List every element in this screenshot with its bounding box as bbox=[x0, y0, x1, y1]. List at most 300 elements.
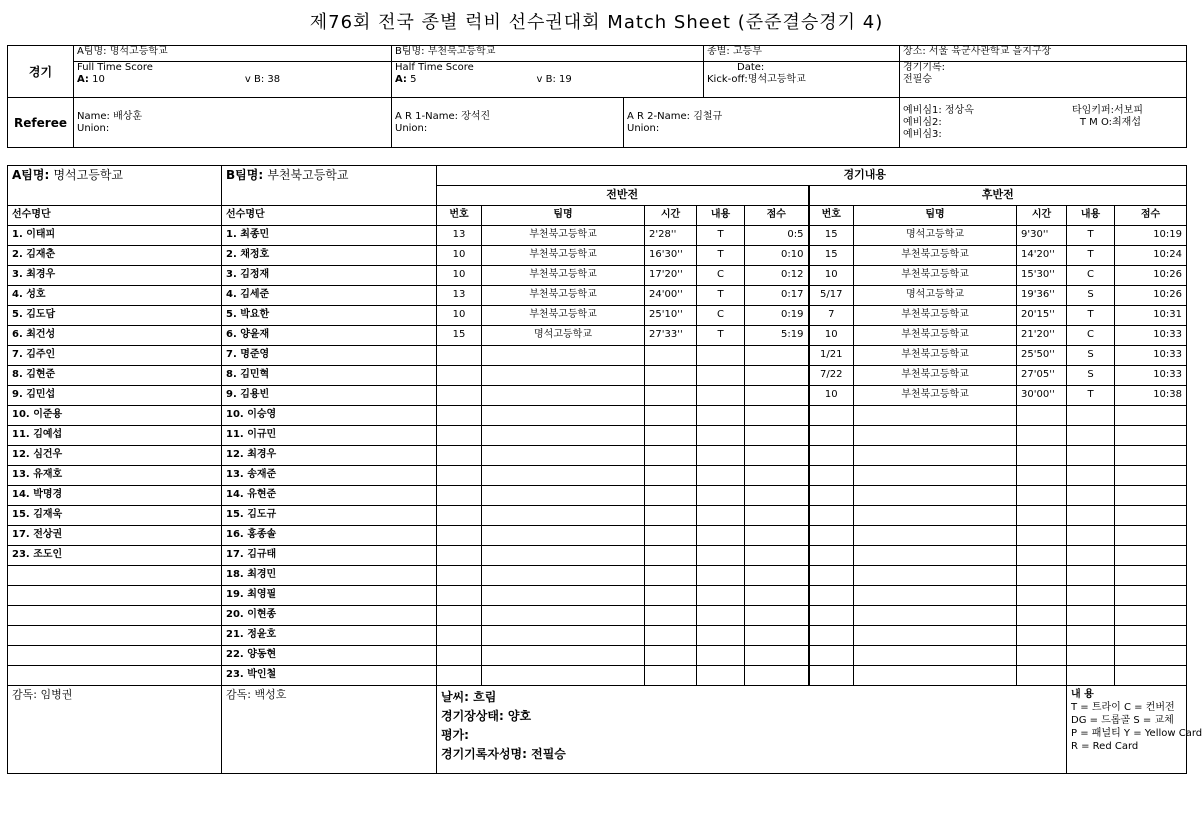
score-cell: 13 bbox=[437, 226, 482, 246]
score-cell bbox=[1067, 446, 1115, 466]
score-cell: 10 bbox=[437, 246, 482, 266]
score-cell: 13 bbox=[437, 286, 482, 306]
second-half-header: 후반전 bbox=[809, 186, 1187, 206]
score-cell bbox=[809, 546, 854, 566]
score-cell: 25'10'' bbox=[645, 306, 697, 326]
score-cell bbox=[437, 546, 482, 566]
ar1-field: A R 1-Name: 장석진 Union: bbox=[392, 98, 624, 148]
score-cell bbox=[854, 606, 1017, 626]
score-cell: 부천북고등학교 bbox=[482, 266, 645, 286]
score-cell bbox=[745, 646, 809, 666]
halftime-score: Half Time Score A: 5 v B: 19 bbox=[392, 62, 704, 98]
column-header: 시간 bbox=[645, 206, 697, 226]
score-cell bbox=[1067, 586, 1115, 606]
score-cell: 21'20'' bbox=[1017, 326, 1067, 346]
score-cell: T bbox=[697, 326, 745, 346]
team-b-player: 2. 채정호 bbox=[222, 246, 437, 266]
table-row bbox=[8, 266, 1187, 286]
team-a-player: 9. 김민섭 bbox=[8, 386, 222, 406]
score-cell bbox=[1067, 526, 1115, 546]
score-cell: 25'50'' bbox=[1017, 346, 1067, 366]
team-a-player: 10. 이준용 bbox=[8, 406, 222, 426]
team-a-player bbox=[8, 606, 222, 626]
team-b-player: 16. 홍종솔 bbox=[222, 526, 437, 546]
score-cell bbox=[482, 666, 645, 686]
score-cell bbox=[437, 426, 482, 446]
score-cell bbox=[482, 386, 645, 406]
score-cell bbox=[745, 526, 809, 546]
table-row bbox=[8, 246, 1187, 266]
score-cell: 10:31 bbox=[1115, 306, 1187, 326]
score-cell bbox=[645, 566, 697, 586]
column-header: 시간 bbox=[1017, 206, 1067, 226]
table-row bbox=[8, 366, 1187, 386]
score-cell: T bbox=[1067, 306, 1115, 326]
evaluation: 평가: bbox=[441, 728, 469, 742]
legend-line: DG = 드롭골 S = 교체 bbox=[1071, 715, 1174, 726]
column-header: 점수 bbox=[745, 206, 809, 226]
column-header: 팀명 bbox=[482, 206, 645, 226]
score-cell bbox=[745, 366, 809, 386]
team-a-player: 4. 성호 bbox=[8, 286, 222, 306]
team-b-player: 19. 최영필 bbox=[222, 586, 437, 606]
score-cell bbox=[697, 466, 745, 486]
score-cell: 15 bbox=[437, 326, 482, 346]
halftime-score-a: 5 bbox=[410, 74, 417, 85]
score-cell bbox=[482, 566, 645, 586]
score-cell bbox=[482, 526, 645, 546]
score-cell bbox=[745, 486, 809, 506]
score-cell bbox=[645, 346, 697, 366]
table-row bbox=[8, 586, 1187, 606]
score-cell: 명석고등학교 bbox=[854, 226, 1017, 246]
score-cell bbox=[854, 506, 1017, 526]
team-b-name: 부천북고등학교 bbox=[427, 46, 496, 57]
score-cell: 15 bbox=[809, 246, 854, 266]
table-row bbox=[8, 446, 1187, 466]
score-cell bbox=[437, 526, 482, 546]
score-cell bbox=[697, 546, 745, 566]
score-cell bbox=[645, 646, 697, 666]
venue-field: 장소: 서울 육군사관학교 을지구장 bbox=[900, 46, 1187, 62]
score-cell bbox=[1017, 646, 1067, 666]
team-a-player: 3. 최경우 bbox=[8, 266, 222, 286]
score-cell bbox=[809, 606, 854, 626]
score-cell bbox=[745, 386, 809, 406]
score-cell bbox=[482, 446, 645, 466]
score-cell bbox=[1067, 566, 1115, 586]
team-a-field: A팀명: 명석고등학교 bbox=[74, 46, 392, 62]
halftime-score-b: 19 bbox=[559, 74, 572, 85]
score-cell: 10:33 bbox=[1115, 346, 1187, 366]
fulltime-score-a: 10 bbox=[92, 74, 105, 85]
score-cell bbox=[645, 606, 697, 626]
score-cell: 10:38 bbox=[1115, 386, 1187, 406]
score-cell: 0:5 bbox=[745, 226, 809, 246]
score-cell bbox=[854, 526, 1017, 546]
score-cell bbox=[1115, 426, 1187, 446]
division-field: 종별: 고등부 bbox=[704, 46, 900, 62]
score-cell: 명석고등학교 bbox=[854, 286, 1017, 306]
team-b-player: 4. 김세준 bbox=[222, 286, 437, 306]
score-cell: 0:19 bbox=[745, 306, 809, 326]
referee-field: Name: 배상훈 Union: bbox=[74, 98, 392, 148]
score-cell: 부천북고등학교 bbox=[854, 266, 1017, 286]
score-cell bbox=[854, 426, 1017, 446]
timekeeper: 타임키퍼:서보피 bbox=[1072, 104, 1143, 116]
record-writer: 경기기록자성명: 전필승 bbox=[441, 747, 566, 761]
score-cell bbox=[1017, 586, 1067, 606]
score-cell: 10 bbox=[437, 306, 482, 326]
score-cell bbox=[645, 466, 697, 486]
table-row bbox=[8, 386, 1187, 406]
score-cell bbox=[697, 626, 745, 646]
score-cell bbox=[482, 466, 645, 486]
score-cell bbox=[1115, 486, 1187, 506]
ground-condition: 경기장상태: 양호 bbox=[441, 709, 532, 723]
table-row bbox=[8, 426, 1187, 446]
team-a-player: 15. 김재욱 bbox=[8, 506, 222, 526]
score-cell bbox=[1017, 626, 1067, 646]
score-cell bbox=[809, 646, 854, 666]
score-cell bbox=[1067, 506, 1115, 526]
table-row bbox=[8, 546, 1187, 566]
team-b-player: 9. 김용빈 bbox=[222, 386, 437, 406]
score-cell bbox=[745, 406, 809, 426]
team-b-player: 22. 양동현 bbox=[222, 646, 437, 666]
team-b-header: B팀명: 부천북고등학교 bbox=[222, 166, 437, 206]
score-cell bbox=[697, 426, 745, 446]
score-cell bbox=[482, 506, 645, 526]
score-cell bbox=[697, 486, 745, 506]
score-cell bbox=[1017, 486, 1067, 506]
score-cell bbox=[854, 666, 1017, 686]
score-cell bbox=[1115, 406, 1187, 426]
score-cell bbox=[809, 626, 854, 646]
score-cell bbox=[482, 586, 645, 606]
score-cell bbox=[645, 546, 697, 566]
score-cell: 20'15'' bbox=[1017, 306, 1067, 326]
recorder-name: 전필승 bbox=[903, 74, 932, 85]
score-cell bbox=[1067, 606, 1115, 626]
scoring-title: 경기내용 bbox=[437, 166, 1187, 186]
score-cell: 19'36'' bbox=[1017, 286, 1067, 306]
score-cell bbox=[697, 666, 745, 686]
score-cell bbox=[1017, 666, 1067, 686]
team-a-player: 5. 김도담 bbox=[8, 306, 222, 326]
score-cell: 부천북고등학교 bbox=[854, 246, 1017, 266]
score-cell bbox=[697, 386, 745, 406]
score-cell: 10 bbox=[437, 266, 482, 286]
table-row bbox=[8, 526, 1187, 546]
score-cell bbox=[645, 626, 697, 646]
ar2-field: A R 2-Name: 김철규 Union: bbox=[624, 98, 900, 148]
score-cell bbox=[809, 486, 854, 506]
score-cell bbox=[437, 626, 482, 646]
score-cell: T bbox=[1067, 226, 1115, 246]
column-header: 번호 bbox=[809, 206, 854, 226]
score-cell bbox=[437, 586, 482, 606]
ar1-name: 장석진 bbox=[461, 110, 491, 122]
score-cell bbox=[809, 526, 854, 546]
score-cell: T bbox=[1067, 386, 1115, 406]
score-cell bbox=[1115, 526, 1187, 546]
team-a-player bbox=[8, 566, 222, 586]
table-row bbox=[8, 486, 1187, 506]
score-cell bbox=[645, 366, 697, 386]
team-a-player: 11. 김예섭 bbox=[8, 426, 222, 446]
team-a-player bbox=[8, 586, 222, 606]
score-cell bbox=[482, 486, 645, 506]
first-half-header: 전반전 bbox=[437, 186, 809, 206]
score-cell bbox=[1067, 426, 1115, 446]
score-cell bbox=[745, 466, 809, 486]
team-a-player: 12. 심건우 bbox=[8, 446, 222, 466]
score-cell bbox=[437, 606, 482, 626]
team-b-player: 17. 김규태 bbox=[222, 546, 437, 566]
score-cell bbox=[854, 646, 1017, 666]
column-header: 내용 bbox=[697, 206, 745, 226]
score-cell: 16'30'' bbox=[645, 246, 697, 266]
score-cell: S bbox=[1067, 346, 1115, 366]
score-cell bbox=[645, 666, 697, 686]
team-b-player: 12. 최경우 bbox=[222, 446, 437, 466]
score-cell: 부천북고등학교 bbox=[854, 386, 1017, 406]
score-cell: 10 bbox=[809, 386, 854, 406]
score-cell: 27'33'' bbox=[645, 326, 697, 346]
score-cell bbox=[1115, 466, 1187, 486]
team-a-player bbox=[8, 666, 222, 686]
team-a-player: 13. 유재호 bbox=[8, 466, 222, 486]
score-cell: 24'00'' bbox=[645, 286, 697, 306]
reserve-3: 예비심3: bbox=[903, 128, 942, 140]
score-cell: 0:12 bbox=[745, 266, 809, 286]
score-cell bbox=[854, 566, 1017, 586]
team-a-player: 8. 김현준 bbox=[8, 366, 222, 386]
team-b-player: 1. 최종민 bbox=[222, 226, 437, 246]
team-b-player: 20. 이현종 bbox=[222, 606, 437, 626]
fulltime-score-b: 38 bbox=[267, 74, 281, 85]
referee-name: 배상훈 bbox=[113, 110, 143, 122]
roster-label-b: 선수명단 bbox=[222, 206, 437, 226]
score-cell: 15 bbox=[809, 226, 854, 246]
score-cell bbox=[809, 406, 854, 426]
score-cell bbox=[482, 646, 645, 666]
score-cell bbox=[1115, 626, 1187, 646]
score-cell bbox=[482, 346, 645, 366]
column-header: 팀명 bbox=[854, 206, 1017, 226]
score-cell bbox=[697, 366, 745, 386]
score-cell bbox=[482, 406, 645, 426]
team-a-player: 17. 전상권 bbox=[8, 526, 222, 546]
team-a-player: 6. 최건성 bbox=[8, 326, 222, 346]
team-b-player: 18. 최경민 bbox=[222, 566, 437, 586]
score-cell bbox=[697, 646, 745, 666]
score-cell bbox=[437, 506, 482, 526]
score-cell bbox=[437, 566, 482, 586]
table-row bbox=[8, 306, 1187, 326]
score-cell bbox=[1115, 646, 1187, 666]
score-cell bbox=[482, 626, 645, 646]
score-cell bbox=[645, 406, 697, 426]
table-row bbox=[8, 286, 1187, 306]
team-a-player: 14. 박명경 bbox=[8, 486, 222, 506]
score-cell bbox=[1017, 606, 1067, 626]
referee-label: Referee bbox=[8, 98, 74, 148]
score-cell bbox=[645, 486, 697, 506]
team-a-player: 23. 조도인 bbox=[8, 546, 222, 566]
table-row bbox=[8, 346, 1187, 366]
score-cell: 5/17 bbox=[809, 286, 854, 306]
team-a-player bbox=[8, 646, 222, 666]
table-row bbox=[8, 406, 1187, 426]
score-cell bbox=[437, 386, 482, 406]
team-b-player: 6. 양윤재 bbox=[222, 326, 437, 346]
score-cell bbox=[1017, 506, 1067, 526]
score-cell: 1/21 bbox=[809, 346, 854, 366]
table-row bbox=[8, 626, 1187, 646]
score-cell: 부천북고등학교 bbox=[854, 366, 1017, 386]
score-cell bbox=[1067, 466, 1115, 486]
score-cell bbox=[645, 426, 697, 446]
score-cell bbox=[809, 666, 854, 686]
score-cell bbox=[745, 666, 809, 686]
score-cell bbox=[854, 586, 1017, 606]
score-cell bbox=[1115, 666, 1187, 686]
score-cell: 10:26 bbox=[1115, 286, 1187, 306]
score-cell bbox=[745, 626, 809, 646]
table-row bbox=[8, 506, 1187, 526]
score-cell: S bbox=[1067, 286, 1115, 306]
score-cell bbox=[1115, 606, 1187, 626]
score-cell bbox=[697, 586, 745, 606]
score-cell: 10:24 bbox=[1115, 246, 1187, 266]
team-a-player: 2. 김재춘 bbox=[8, 246, 222, 266]
score-cell bbox=[697, 406, 745, 426]
score-cell: 부천북고등학교 bbox=[854, 346, 1017, 366]
score-cell bbox=[437, 486, 482, 506]
score-cell: 부천북고등학교 bbox=[482, 286, 645, 306]
team-b-player: 21. 정윤호 bbox=[222, 626, 437, 646]
score-cell bbox=[745, 426, 809, 446]
score-cell: 7 bbox=[809, 306, 854, 326]
score-cell bbox=[1017, 526, 1067, 546]
score-cell bbox=[697, 566, 745, 586]
match-label: 경기 bbox=[8, 46, 74, 98]
score-cell bbox=[1067, 646, 1115, 666]
table-row bbox=[8, 326, 1187, 346]
team-b-player: 13. 송재준 bbox=[222, 466, 437, 486]
coach-a: 감독: 임병권 bbox=[8, 686, 222, 774]
score-cell bbox=[482, 366, 645, 386]
team-a-name: 명석고등학교 bbox=[109, 46, 168, 57]
table-row bbox=[8, 666, 1187, 686]
team-b-player: 14. 유현준 bbox=[222, 486, 437, 506]
coach-b: 감독: 백성호 bbox=[222, 686, 437, 774]
score-cell bbox=[809, 466, 854, 486]
score-cell: 부천북고등학교 bbox=[482, 226, 645, 246]
team-b-player: 10. 이승영 bbox=[222, 406, 437, 426]
score-cell bbox=[697, 446, 745, 466]
table-row bbox=[8, 566, 1187, 586]
score-cell: S bbox=[1067, 366, 1115, 386]
score-cell: 10:26 bbox=[1115, 266, 1187, 286]
score-cell bbox=[1067, 546, 1115, 566]
score-cell: T bbox=[1067, 246, 1115, 266]
match-notes bbox=[437, 686, 1067, 774]
score-cell: C bbox=[697, 306, 745, 326]
score-cell: 10:33 bbox=[1115, 366, 1187, 386]
score-cell bbox=[437, 466, 482, 486]
score-cell bbox=[645, 526, 697, 546]
table-row bbox=[8, 466, 1187, 486]
score-cell bbox=[697, 606, 745, 626]
score-cell bbox=[1115, 566, 1187, 586]
reserve-1: 예비심1: 정상옥 bbox=[903, 104, 974, 116]
reserve-2: 예비심2: bbox=[903, 116, 942, 128]
team-b-player: 23. 박인철 bbox=[222, 666, 437, 686]
kickoff-team: 명석고등학교 bbox=[747, 74, 806, 85]
score-cell bbox=[745, 446, 809, 466]
column-header: 내용 bbox=[1067, 206, 1115, 226]
team-b-field: B팀명: 부천북고등학교 bbox=[392, 46, 704, 62]
legend-line: T = 트라이 C = 컨버전 bbox=[1071, 702, 1175, 713]
score-cell bbox=[1115, 506, 1187, 526]
roster-label-a: 선수명단 bbox=[8, 206, 222, 226]
score-cell bbox=[745, 606, 809, 626]
team-b-player: 15. 김도규 bbox=[222, 506, 437, 526]
tmo: T M O:최재섭 bbox=[1079, 116, 1141, 128]
score-cell bbox=[854, 546, 1017, 566]
score-cell: T bbox=[697, 246, 745, 266]
score-cell: 30'00'' bbox=[1017, 386, 1067, 406]
score-cell bbox=[645, 586, 697, 606]
score-cell: 10:19 bbox=[1115, 226, 1187, 246]
score-cell bbox=[745, 546, 809, 566]
score-cell: 부천북고등학교 bbox=[854, 306, 1017, 326]
team-b-player: 3. 김정재 bbox=[222, 266, 437, 286]
score-cell: 부천북고등학교 bbox=[482, 306, 645, 326]
score-cell bbox=[854, 466, 1017, 486]
score-cell bbox=[1017, 566, 1067, 586]
team-b-player: 5. 박요한 bbox=[222, 306, 437, 326]
score-cell bbox=[697, 526, 745, 546]
score-cell: 9'30'' bbox=[1017, 226, 1067, 246]
page-title: 제76회 전국 종별 럭비 선수권대회 Match Sheet (준준결승경기 4) bbox=[309, 12, 884, 33]
legend: 내 용 T = 트라이 C = 컨버전 DG = 드롭골 S = 교체 P = 패널티 Y = Yellow Card R = Red Card bbox=[1067, 686, 1187, 774]
score-cell: 10 bbox=[809, 326, 854, 346]
score-cell bbox=[745, 346, 809, 366]
score-cell bbox=[1067, 626, 1115, 646]
score-cell bbox=[1017, 406, 1067, 426]
score-cell: C bbox=[697, 266, 745, 286]
team-b-player: 11. 이규민 bbox=[222, 426, 437, 446]
score-cell bbox=[854, 626, 1017, 646]
score-cell bbox=[437, 366, 482, 386]
table-row bbox=[8, 226, 1187, 246]
score-cell: 17'20'' bbox=[645, 266, 697, 286]
score-cell bbox=[745, 506, 809, 526]
score-cell: 15'30'' bbox=[1017, 266, 1067, 286]
table-row bbox=[8, 606, 1187, 626]
score-cell bbox=[482, 546, 645, 566]
score-cell: T bbox=[697, 286, 745, 306]
score-cell: 0:10 bbox=[745, 246, 809, 266]
fulltime-score: Full Time Score A: 10 v B: 38 bbox=[74, 62, 392, 98]
team-a-player: 7. 김주인 bbox=[8, 346, 222, 366]
team-a-player: 1. 이태피 bbox=[8, 226, 222, 246]
column-header: 번호 bbox=[437, 206, 482, 226]
